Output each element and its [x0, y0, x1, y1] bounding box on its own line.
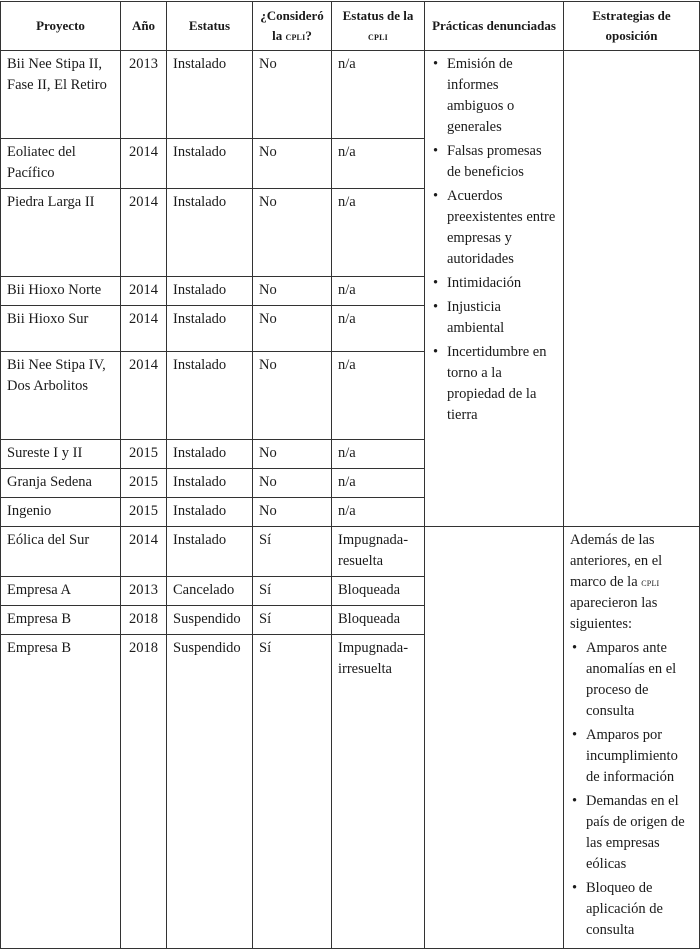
- cell-estatus: Instalado: [167, 189, 253, 277]
- list-item: • Emisión de informes ambiguos o generales: [431, 54, 558, 138]
- cell-considero: Sí: [253, 577, 332, 606]
- cell-proyecto: Bii Hioxo Norte: [1, 277, 121, 306]
- list-item: • Acuerdos preexistentes entre empresas y autoridades: [431, 186, 558, 270]
- cell-estatus-cpli: n/a: [332, 306, 425, 352]
- cell-estatus-cpli: n/a: [332, 352, 425, 440]
- cell-considero: No: [253, 139, 332, 189]
- cell-proyecto: Bii Nee Stipa IV, Dos Arbolitos: [1, 352, 121, 440]
- practicas-cell-empty: [425, 527, 564, 949]
- list-item: • Bloqueo de aplicación de consulta: [570, 878, 694, 941]
- practicas-cell: [425, 51, 564, 527]
- cell-proyecto: Eólica del Sur: [1, 527, 121, 577]
- cell-estatus: Instalado: [167, 352, 253, 440]
- cell-estatus: Instalado: [167, 139, 253, 189]
- practicas-list: [431, 54, 558, 426]
- list-item: • Injusticia ambiental: [431, 297, 558, 339]
- header-practicas: Prácticas denunciadas: [425, 2, 564, 51]
- cell-anio: 2014: [121, 189, 167, 277]
- cell-proyecto: Ingenio: [1, 498, 121, 527]
- cell-estatus: Cancelado: [167, 577, 253, 606]
- list-item: • Intimidación: [431, 273, 558, 294]
- header-estatus: Estatus: [167, 2, 253, 51]
- estrategias-cell-empty: [564, 51, 700, 527]
- cell-anio: 2014: [121, 139, 167, 189]
- cell-proyecto: Empresa A: [1, 577, 121, 606]
- cell-estatus: Instalado: [167, 469, 253, 498]
- cell-anio: 2014: [121, 527, 167, 577]
- list-item: • Falsas promesas de beneficios: [431, 141, 558, 183]
- cell-estatus: Instalado: [167, 498, 253, 527]
- cell-proyecto: Empresa B: [1, 606, 121, 635]
- cell-anio: 2018: [121, 606, 167, 635]
- table-row: [1, 527, 700, 577]
- cell-considero: No: [253, 189, 332, 277]
- cell-considero: Sí: [253, 606, 332, 635]
- cell-estatus-cpli: Bloqueada: [332, 577, 425, 606]
- cell-anio: 2014: [121, 306, 167, 352]
- cell-estatus-cpli: Impugnada-resuelta: [332, 527, 425, 577]
- cell-proyecto: Piedra Larga II: [1, 189, 121, 277]
- cell-estatus: Suspendido: [167, 635, 253, 949]
- list-item: • Incertidumbre en torno a la propiedad de la tierra: [431, 342, 558, 426]
- cell-estatus: Instalado: [167, 306, 253, 352]
- cell-estatus: Instalado: [167, 440, 253, 469]
- cell-proyecto: Sureste I y II: [1, 440, 121, 469]
- cell-estatus-cpli: n/a: [332, 277, 425, 306]
- cell-estatus: Instalado: [167, 51, 253, 139]
- cell-anio: 2018: [121, 635, 167, 949]
- header-estrategias: Estrategias de oposición: [564, 2, 700, 51]
- cell-estatus-cpli: n/a: [332, 498, 425, 527]
- table-row: [1, 51, 700, 139]
- cell-anio: 2013: [121, 51, 167, 139]
- header-proyecto: Proyecto: [1, 2, 121, 51]
- cell-estatus: Suspendido: [167, 606, 253, 635]
- cell-estatus-cpli: n/a: [332, 139, 425, 189]
- header-considero-cpli: ¿Consideró la cpli?: [253, 2, 332, 51]
- cell-proyecto: Empresa B: [1, 635, 121, 949]
- cell-estatus-cpli: n/a: [332, 51, 425, 139]
- cell-estatus-cpli: n/a: [332, 469, 425, 498]
- cell-proyecto: Bii Hioxo Sur: [1, 306, 121, 352]
- cell-anio: 2015: [121, 498, 167, 527]
- estrategias-intro: Además de las anteriores, en el marco de la cpli aparecieron las siguientes:: [570, 532, 663, 632]
- list-item: • Amparos ante anomalías en el proceso de consulta: [570, 638, 694, 722]
- cell-considero: No: [253, 469, 332, 498]
- cell-proyecto: Granja Sedena: [1, 469, 121, 498]
- list-item: • Demandas en el país de origen de las empresas eólicas: [570, 791, 694, 875]
- estrategias-cell: [564, 527, 700, 949]
- cell-considero: No: [253, 352, 332, 440]
- cell-estatus-cpli: Bloqueada: [332, 606, 425, 635]
- cell-estatus-cpli: Impugnada-irresuelta: [332, 635, 425, 949]
- header-anio: Año: [121, 2, 167, 51]
- cell-considero: No: [253, 51, 332, 139]
- cell-proyecto: Bii Nee Stipa II, Fase II, El Retiro: [1, 51, 121, 139]
- cell-considero: No: [253, 277, 332, 306]
- cell-estatus-cpli: n/a: [332, 440, 425, 469]
- cell-estatus: Instalado: [167, 527, 253, 577]
- cell-considero: Sí: [253, 635, 332, 949]
- cell-anio: 2014: [121, 352, 167, 440]
- cell-anio: 2015: [121, 440, 167, 469]
- cell-considero: No: [253, 498, 332, 527]
- header-estatus-cpli: Estatus de la cpli: [332, 2, 425, 51]
- cell-anio: 2015: [121, 469, 167, 498]
- cell-considero: Sí: [253, 527, 332, 577]
- header-row: [1, 2, 700, 51]
- cell-estatus-cpli: n/a: [332, 189, 425, 277]
- list-item: • Amparos por incumplimiento de información: [570, 725, 694, 788]
- projects-table: [0, 1, 700, 949]
- cell-estatus: Instalado: [167, 277, 253, 306]
- cell-anio: 2013: [121, 577, 167, 606]
- cell-proyecto: Eoliatec del Pacífico: [1, 139, 121, 189]
- estrategias-list: [570, 638, 694, 941]
- cell-considero: No: [253, 440, 332, 469]
- cell-considero: No: [253, 306, 332, 352]
- cell-anio: 2014: [121, 277, 167, 306]
